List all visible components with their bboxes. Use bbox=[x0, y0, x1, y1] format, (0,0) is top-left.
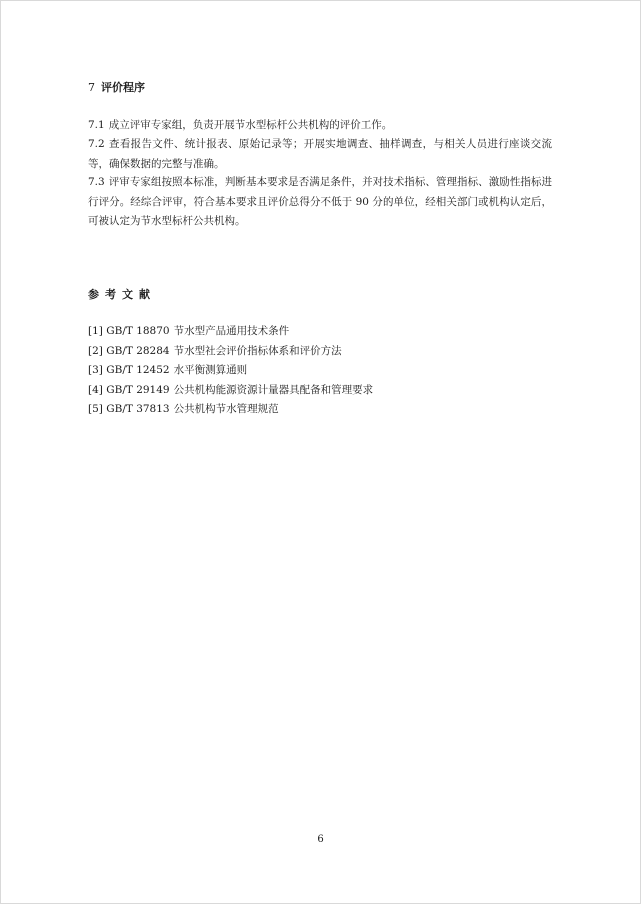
paragraph-7-3 bbox=[88, 173, 552, 232]
paragraph-number: 7.3 bbox=[88, 176, 105, 188]
reference-item bbox=[88, 342, 373, 362]
reference-code: [1] GB/T 18870 bbox=[88, 325, 170, 337]
references-list bbox=[88, 322, 373, 420]
section-title: 评价程序 bbox=[101, 81, 145, 94]
section-number: 7 bbox=[88, 81, 95, 94]
paragraph-text: 评审专家组按照本标准，判断基本要求是否满足条件，并对技术指标、管理指标、激励性指标进行评分。经综合评审，符合基本要求且评价总得分不低于 90 分的单位，经相关部门或机构认定后，可被认定为节水型标杆公共机构。 bbox=[88, 176, 552, 227]
paragraph-7-2 bbox=[88, 135, 552, 174]
reference-code: [4] GB/T 29149 bbox=[88, 383, 170, 396]
paragraph-text: 成立评审专家组，负责开展节水型标杆公共机构的评价工作。 bbox=[108, 119, 393, 131]
section-heading bbox=[88, 80, 145, 96]
reference-code: [2] GB/T 28284 bbox=[88, 344, 170, 357]
reference-text: 公共机构能源资源计量器具配备和管理要求 bbox=[173, 383, 374, 396]
reference-item bbox=[88, 322, 373, 342]
reference-text: 节水型产品通用技术条件 bbox=[173, 325, 290, 337]
reference-item bbox=[88, 381, 373, 401]
reference-text: 节水型社会评价指标体系和评价方法 bbox=[173, 344, 342, 357]
paragraph-text: 查看报告文件、统计报表、原始记录等；开展实地调查、抽样调查，与相关人员进行座谈交流等，确保数据的完整与准确。 bbox=[88, 138, 552, 170]
paragraph-7-1 bbox=[88, 116, 552, 136]
reference-text: 水平衡测算通则 bbox=[173, 364, 248, 376]
paragraph-number: 7.1 bbox=[88, 119, 105, 131]
reference-text: 公共机构节水管理规范 bbox=[173, 403, 279, 415]
reference-code: [5] GB/T 37813 bbox=[88, 403, 170, 415]
page-number: 6 bbox=[317, 834, 324, 845]
reference-code: [3] GB/T 12452 bbox=[88, 364, 170, 376]
reference-item bbox=[88, 400, 373, 420]
paragraph-number: 7.2 bbox=[88, 138, 105, 150]
references-title: 参考文献 bbox=[88, 288, 156, 301]
reference-item bbox=[88, 361, 373, 381]
